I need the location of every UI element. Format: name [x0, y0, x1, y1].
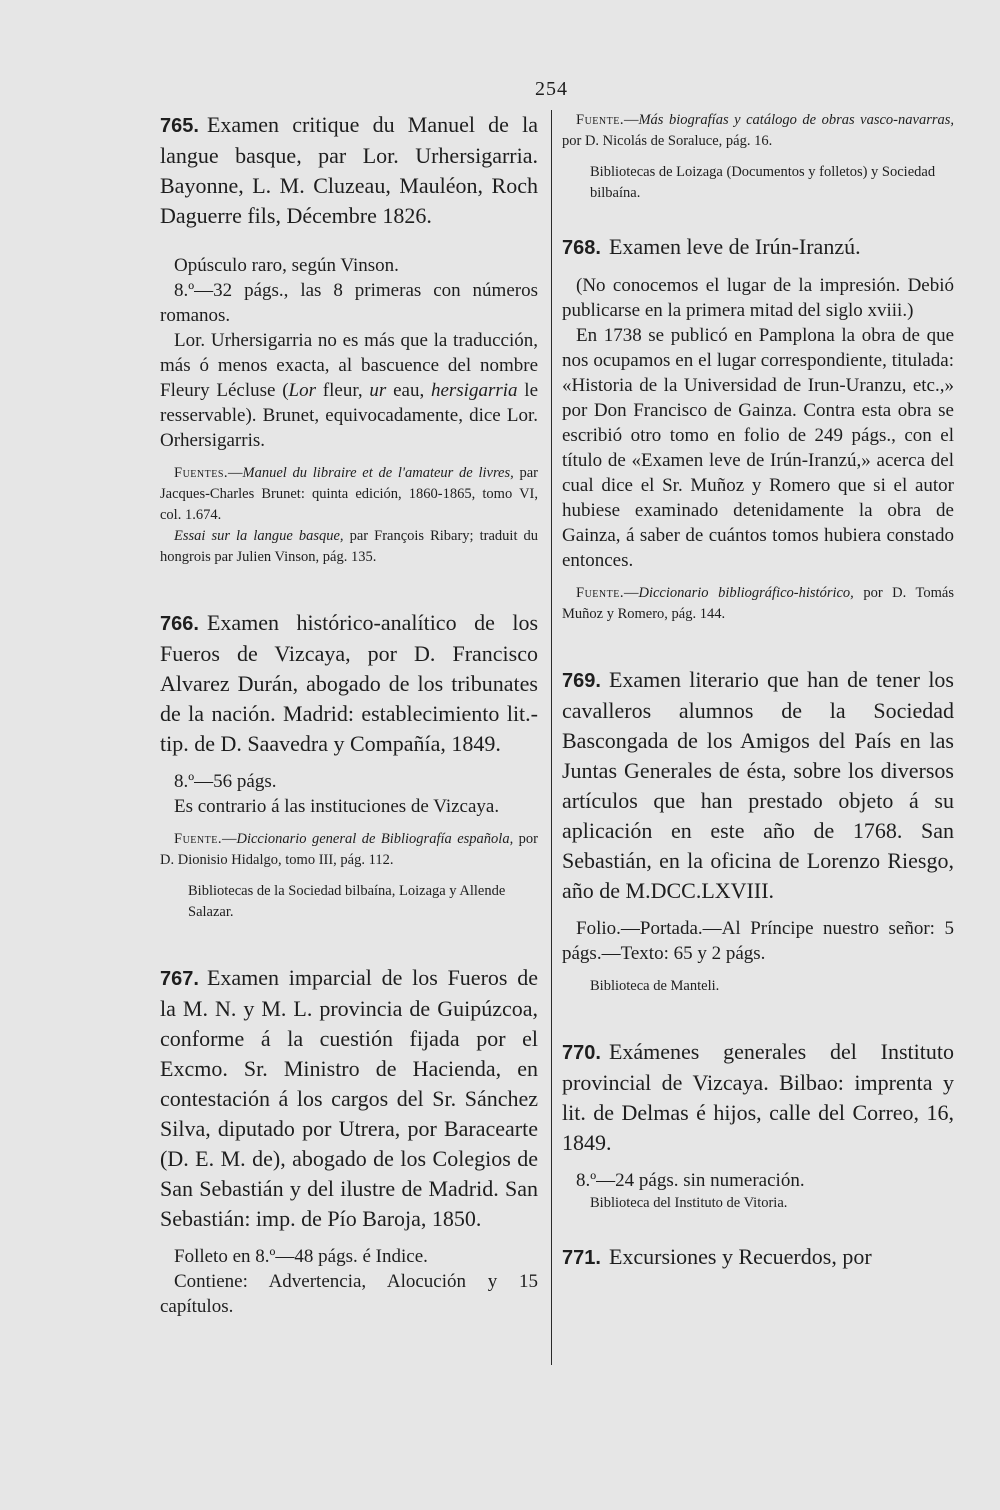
- entry-library: Biblioteca de Manteli.: [590, 978, 720, 994]
- entry-heading: [160, 110, 538, 231]
- entry-source: Fuente.—Más biografías y catálogo de obras vasco-navarras, por D. Nicolás de Soraluce, pág. 16.: [562, 112, 954, 149]
- entry-source: Fuentes.—Manuel du libraire et de l'amateur de livres, par Jacques-Charles Brunet: quinta edición, 1860-1865, tomo VI, col. 1.674.: [160, 465, 538, 523]
- entry-note: 8.º—24 págs. sin numeración.: [576, 1170, 805, 1191]
- entry-heading: [562, 665, 954, 906]
- entry-767: [160, 963, 538, 1319]
- entry-note: 8.º—56 págs.: [174, 771, 277, 792]
- entry-note: En 1738 se publicó en Pamplona la obra de que nos ocupamos en el lugar correspondiente, titulada: «Historia de la Universidad de Irun-Uranzu, etc.,» por Don Francisco de Gainza. Contra esta obra se escribió otro tomo en folio de 249 págs., con el título de «Examen leve de Irún-Iranzú,» acerca del cual dice el Sr. Muñoz y Romero que si el autor hubiese examinado detenidamente la obra de Gainza, á saber de cuántos tomos hubiera constado entonces.: [562, 325, 954, 571]
- entry-771: [562, 1242, 954, 1273]
- entry-source: Fuente.—Diccionario general de Bibliografía española, por D. Dionisio Hidalgo, tomo III, pág. 112.: [160, 831, 538, 868]
- entry-769: [562, 665, 954, 997]
- entry-number: 766.: [160, 613, 199, 635]
- entry-title: Examen histórico-analítico de los Fueros de Vizcaya, por D. Francisco Alvarez Durán, abogado de los tribunates de la nación. Madrid: establecimiento lit.-tip. de D. Saavedra y Compañía, 1849.: [160, 610, 538, 756]
- entry-766: [160, 608, 538, 923]
- entry-number: 768.: [562, 237, 601, 259]
- entry-note: Lor. Urhersigarria no es más que la traducción, más ó menos exacta, al bascuence del nombre Fleury Lécluse (Lor fleur, ur eau, hersigarria le resservable). Brunet, equivocadamente, dice Lor. Orhersigarris.: [160, 330, 539, 451]
- right-column: [562, 110, 954, 1291]
- entry-number: 769.: [562, 670, 601, 692]
- entry-note: Folio.—Portada.—Al Príncipe nuestro señor: 5 págs.—Texto: 65 y 2 págs.: [562, 918, 954, 964]
- entry-number: 765.: [160, 115, 199, 137]
- entry-note: Opúsculo raro, según Vinson.: [174, 255, 399, 276]
- entry-note: 8.º—32 págs., las 8 primeras con números romanos.: [160, 280, 538, 326]
- entry-heading: [160, 963, 538, 1234]
- entry-770: [562, 1037, 954, 1214]
- left-column: [160, 110, 538, 1337]
- entry-number: 771.: [562, 1247, 601, 1269]
- entry-title: Excursiones y Recuerdos, por: [608, 1244, 872, 1269]
- entry-library: Biblioteca del Instituto de Vitoria.: [590, 1195, 788, 1211]
- entry-heading: [160, 608, 538, 759]
- entry-title: Examen literario que han de tener los cavalleros alumnos de la Sociedad Bascongada de los Amigos del País en las Juntas Generales de ésta, sobre los diversos artículos que han prestado objeto á su aplicación en este año de 1768. San Sebastián, en la oficina de Lorenzo Riesgo, año de M.DCC.LXVIII.: [562, 667, 954, 903]
- entry-heading: [562, 1242, 954, 1273]
- entry-note: Folleto en 8.º—48 págs. é Indice.: [174, 1246, 428, 1267]
- entry-source: Essai sur la langue basque, par François Ribary; traduit du hongrois par Julien Vinson, pág. 135.: [160, 528, 539, 565]
- entry-note: (No conocemos el lugar de la impresión. Debió publicarse en la primera mitad del siglo xviii.): [562, 275, 954, 321]
- entry-heading: [562, 232, 954, 263]
- page-number: 254: [535, 78, 568, 100]
- entry-767-continued: [562, 110, 954, 204]
- entry-title: Examen leve de Irún-Iranzú.: [608, 234, 861, 259]
- entry-note: Contiene: Advertencia, Alocución y 15 capítulos.: [160, 1271, 538, 1317]
- entry-library: Bibliotecas de la Sociedad bilbaína, Loizaga y Allende Salazar.: [188, 883, 506, 920]
- entry-title: Examen imparcial de los Fueros de la M. N. y M. L. provincia de Guipúzcoa, conforme á la cuestión fijada por el Excmo. Sr. Ministro de Hacienda, en contestación á los cargos del Sr. Sánchez Silva, diputado por Utrera, por Baracearte (D. E. M. de), abogado de los Colegios de San Sebastián y del ilustre de Madrid. San Sebastián: imp. de Pío Baroja, 1850.: [160, 965, 538, 1231]
- entry-768: [562, 232, 954, 625]
- entry-title: Examen critique du Manuel de la langue basque, par Lor. Urhersigarria. Bayonne, L. M. Cluzeau, Mauléon, Roch Daguerre fils, Décembre 1826.: [160, 112, 538, 228]
- entry-library: Bibliotecas de Loizaga (Documentos y folletos) y Sociedad bilbaína.: [590, 164, 936, 201]
- entry-765: [160, 110, 538, 568]
- entry-number: 767.: [160, 968, 199, 990]
- column-divider: [551, 110, 552, 1365]
- entry-title: Exámenes generales del Instituto provincial de Vizcaya. Bilbao: imprenta y lit. de Delmas é hijos, calle del Correo, 16, 1849.: [562, 1039, 954, 1155]
- entry-note: Es contrario á las instituciones de Vizcaya.: [174, 796, 500, 817]
- entry-source: Fuente.—Diccionario bibliográfico-histórico, por D. Tomás Muñoz y Romero, pág. 144.: [562, 585, 954, 622]
- entry-heading: [562, 1037, 954, 1158]
- entry-number: 770.: [562, 1042, 601, 1064]
